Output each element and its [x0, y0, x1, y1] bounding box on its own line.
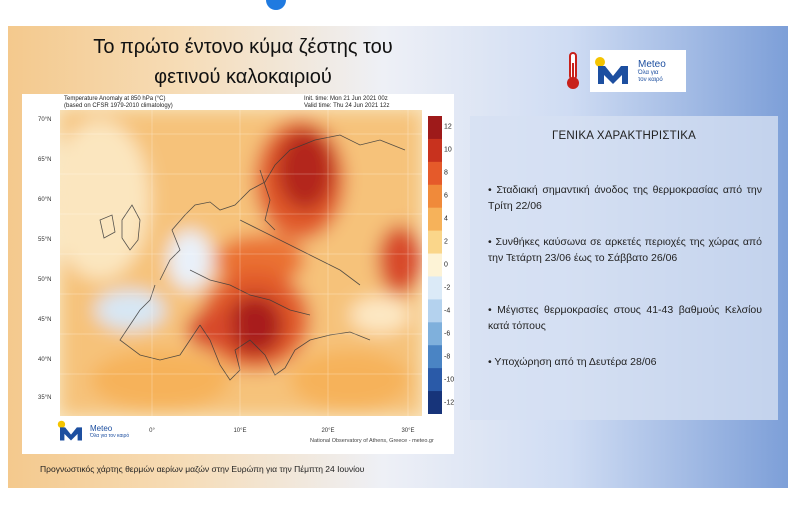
colorbar-swatch — [428, 254, 442, 277]
brand-name: Meteo — [638, 58, 666, 70]
colorbar-label: -10 — [444, 376, 455, 384]
meteo-logo — [590, 50, 686, 92]
thermometer-icon — [562, 51, 584, 91]
map-logo-tagline: Όλα για τον καιρό — [90, 432, 130, 439]
colorbar-label: 6 — [444, 192, 448, 200]
latitude-label: 60°N — [38, 197, 52, 203]
colorbar-label: 2 — [444, 238, 448, 246]
colorbar-label: 12 — [444, 123, 452, 131]
colorbar-swatch — [428, 322, 442, 345]
latitude-label: 45°N — [38, 317, 52, 323]
latitude-label: 70°N — [38, 117, 52, 123]
info-item: • Σταδιακή σημαντική άνοδος της θερμοκρασίας από την Τρίτη 22/06 — [488, 184, 762, 212]
map-credit: National Observatory of Athens, Greece - meteo.gr — [310, 438, 434, 444]
slide-title-line1: Το πρώτο έντονο κύμα ζέστης του — [93, 36, 393, 58]
slide-image — [8, 26, 788, 488]
slide-title — [8, 32, 478, 92]
forecast-map — [22, 94, 454, 454]
longitude-label: 0° — [149, 428, 155, 434]
brand-tagline-line1: Όλα για — [638, 69, 659, 76]
colorbar-label: -6 — [444, 330, 451, 338]
info-item: • Υποχώρηση από τη Δευτέρα 28/06 — [488, 356, 657, 368]
map-climatology-label: (based on CFSR 1979-2010 climatology) — [64, 103, 173, 109]
longitude-label: 20°E — [321, 428, 335, 434]
colorbar-swatch — [428, 391, 442, 414]
meteo-m-icon — [594, 56, 632, 86]
colorbar-label: 10 — [444, 146, 452, 154]
map-init-time: Init. time: Mon 21 Jun 2021 00z — [304, 96, 388, 102]
colorbar — [428, 116, 442, 414]
colorbar-label: 0 — [444, 261, 448, 269]
colorbar-label: -2 — [444, 284, 451, 292]
colorbar-label: -8 — [444, 353, 451, 361]
meteo-m-icon — [56, 420, 86, 442]
colorbar-labels — [444, 116, 460, 414]
colorbar-swatch — [428, 139, 442, 162]
map-meteo-logo — [56, 420, 129, 442]
colorbar-label: -4 — [444, 307, 451, 315]
info-title: ΓΕΝΙΚΑ ΧΑΡΑΚΤΗΡΙΣΤΙΚΑ — [552, 130, 696, 142]
latitude-label: 40°N — [38, 357, 52, 363]
colorbar-label: 4 — [444, 215, 448, 223]
colorbar-swatch — [428, 162, 442, 185]
longitude-label: 10°E — [233, 428, 247, 434]
map-caption: Προγνωστικός χάρτης θερμών αερίων μαζών στην Ευρώπη για την Πέμπτη 24 Ιουνίου — [40, 464, 365, 474]
colorbar-label: 8 — [444, 169, 448, 177]
colorbar-swatch — [428, 185, 442, 208]
map-variable-label: Temperature Anomaly at 850 hPa (°C) — [64, 96, 166, 102]
info-item: • Μέγιστες θερμοκρασίες στους 41-43 βαθμούς Κελσίου κατά τόπους — [488, 304, 762, 332]
latitude-label: 55°N — [38, 237, 52, 243]
colorbar-swatch — [428, 368, 442, 391]
latitude-label: 65°N — [38, 157, 52, 163]
latitude-label: 35°N — [38, 395, 52, 401]
map-header-right — [304, 96, 390, 110]
map-logo-name: Meteo — [90, 423, 113, 433]
latitude-label: 50°N — [38, 277, 52, 283]
colorbar-swatch — [428, 276, 442, 299]
colorbar-swatch — [428, 208, 442, 231]
map-valid-time: Valid time: Thu 24 Jun 2021 12z — [304, 103, 390, 109]
info-panel — [470, 116, 778, 420]
top-indicator-dot — [266, 0, 286, 10]
slide-title-line2: φετινού καλοκαιριού — [154, 66, 332, 88]
temperature-anomaly-map — [60, 110, 422, 416]
brand-tagline-line2: τον καιρό — [638, 76, 663, 83]
map-header-left — [64, 96, 173, 110]
colorbar-swatch — [428, 231, 442, 254]
info-item: • Συνθήκες καύσωνα σε αρκετές περιοχές της χώρας από την Τετάρτη 23/06 έως το Σάββατο 26/06 — [488, 236, 762, 264]
colorbar-swatch — [428, 299, 442, 322]
colorbar-label: -12 — [444, 399, 455, 407]
longitude-label: 30°E — [401, 428, 415, 434]
colorbar-swatch — [428, 345, 442, 368]
colorbar-swatch — [428, 116, 442, 139]
meteo-brand — [562, 50, 686, 92]
